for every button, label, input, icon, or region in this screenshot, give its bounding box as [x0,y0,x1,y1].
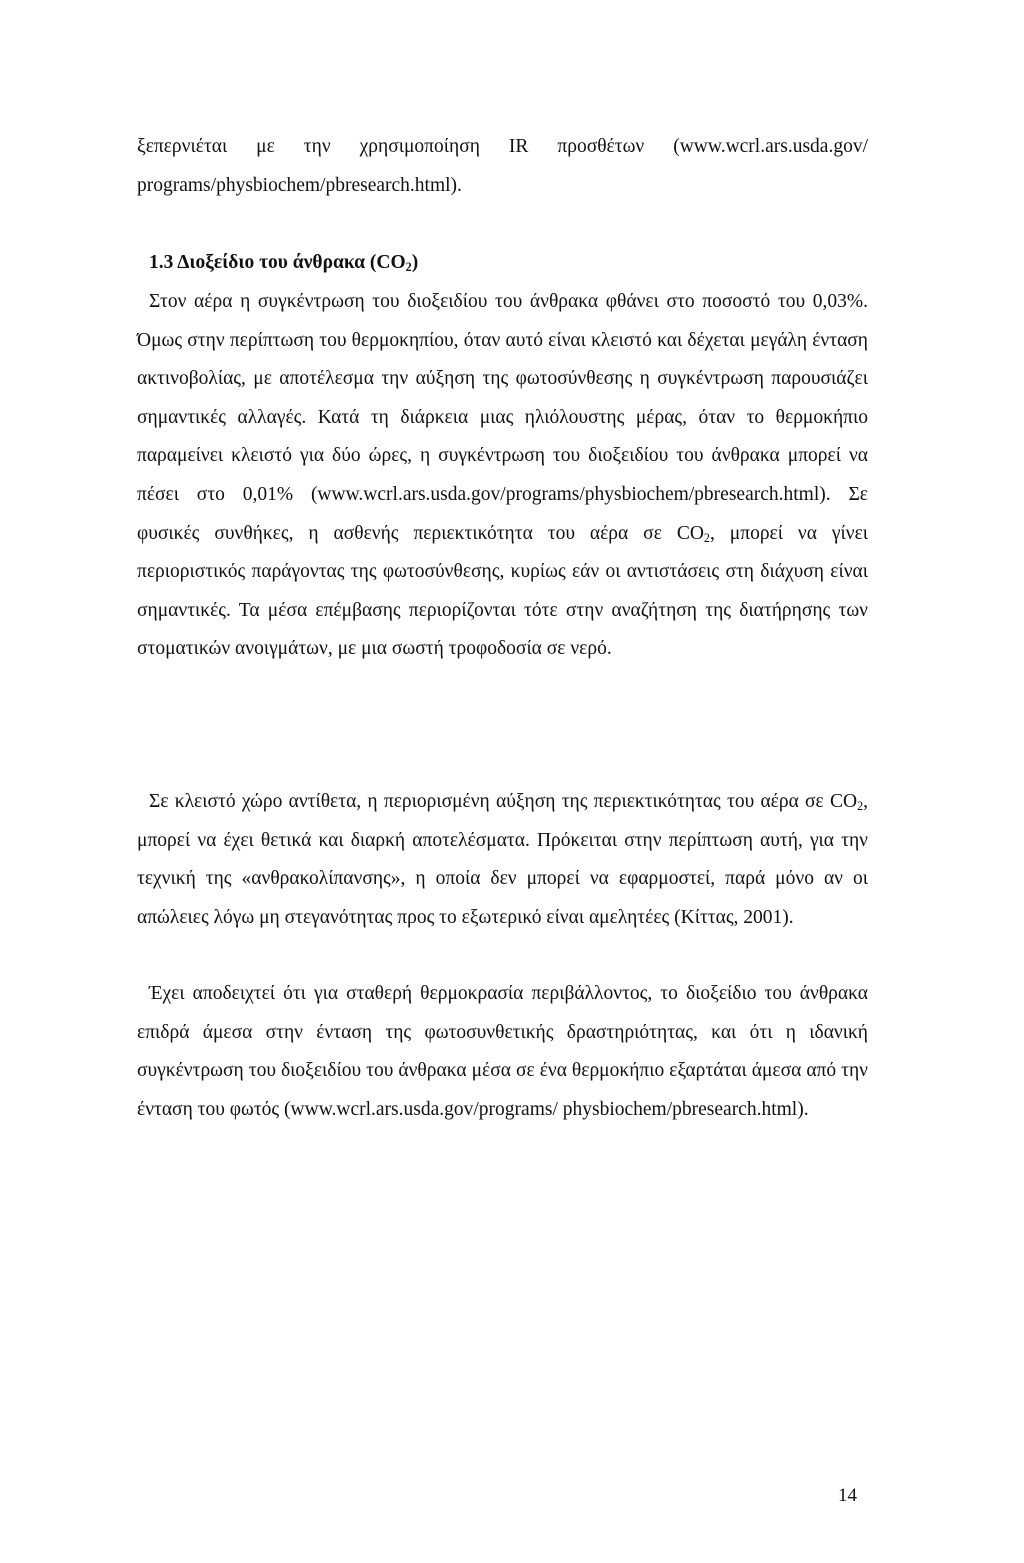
paragraph-2-text-a: Σε κλειστό χώρο αντίθετα, η περιορισμένη αύξηση της περιεκτικότητας του αέρα σε CO [149,791,858,812]
section-heading-close: ) [411,252,419,273]
section-heading [149,244,418,283]
section-heading-title: Διοξείδιο του άνθρακα (CO [177,252,406,273]
section-heading-number: 1.3 [149,252,174,273]
page-number: 14 [838,1485,857,1506]
paragraph-1-subscript: 2 [703,530,710,545]
paragraph-1 [137,283,868,669]
paragraph-2 [137,783,868,937]
paragraph-2-subscript: 2 [857,799,864,814]
intro-paragraph: ξεπερνιέται με την χρησιμοποίηση IR προσθέτων (www.wcrl.ars.usda.gov/ programs/physbiochem/pbresearch.html). [137,136,868,196]
paragraph-2-text-b: , μπορεί να έχει θετικά και διαρκή αποτελέσματα. Πρόκειται στην περίπτωση αυτή, για την τεχνική της «ανθρακολίπανσης», η οποία δεν μπορεί να εφαρμοστεί, παρά μόνο αν οι απώλειες λόγω μη στεγανότητας προς το εξωτερικό είναι αμελητέες (Κίττας, 2001). [137,791,868,928]
paragraph-1-text-b: , μπορεί να γίνει περιοριστικός παράγοντας της φωτοσύνθεσης, κυρίως εάν οι αντιστάσεις στη διάχυση είναι σημαντικές. Τα μέσα επέμβασης περιορίζονται τότε στην αναζήτηση της διατήρησης των στοματικών ανοιγμάτων, με μια σωστή τροφοδοσία σε νερό. [137,522,869,660]
paragraph-1-text-a: Στον αέρα η συγκέντρωση του διοξειδίου του άνθρακα φθάνει στο ποσοστό του 0,03%. Όμως στην περίπτωση του θερμοκηπίου, όταν αυτό είναι κλειστό και δέχεται μεγάλη ένταση ακτινοβολίας, με αποτέλεσμα την αύξηση της φωτοσύνθεσης η συγκέντρωση παρουσιάζει σημαντικές αλλαγές. Κατά τη διάρκεια μιας ηλιόλουστης μέρας, όταν το θερμοκήπιο παραμείνει κλειστό για δύο ώρες, η συγκέντρωση του διοξειδίου του άνθρακα μπορεί να πέσει στο 0,01% (www.wcrl.ars.usda.gov/programs/physbiochem/pbresearch.html). Σε φυσικές συνθήκες, η ασθενής περιεκτικότητα του αέρα σε CO [137,291,868,544]
paragraph-3: Έχει αποδειχτεί ότι για σταθερή θερμοκρασία περιβάλλοντος, το διοξείδιο του άνθρακα επιδρά άμεσα στην ένταση της φωτοσυνθετικής δραστηριότητας, και ότι η ιδανική συγκέντρωση του διοξειδίου του άνθρακα μέσα σε ένα θερμοκήπιο εξαρτάται άμεσα από την ένταση του φωτός (www.wcrl.ars.usda.gov/programs/ physbiochem/pbresearch.html). [137,983,868,1120]
section-heading-subscript: 2 [405,260,412,275]
